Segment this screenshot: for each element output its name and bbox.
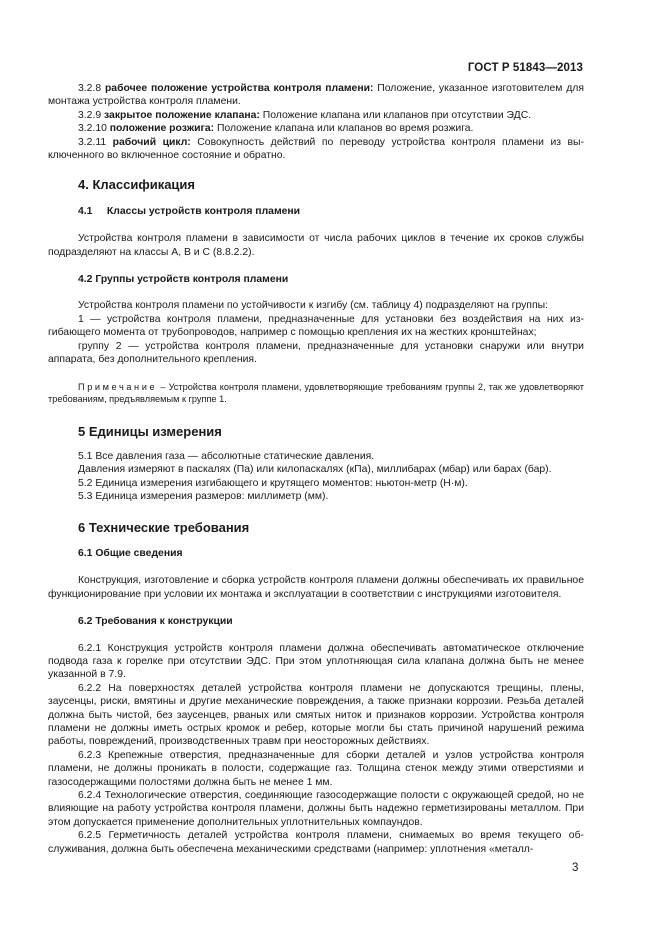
section-4-heading: 4. Классификация: [78, 177, 195, 193]
section-4-1-text: Устройства контроля пламени в зависимости от числа рабочих циклов в течение их сроков службы подразделяют на классы А, В и С (8.8.2.2).: [48, 233, 584, 258]
def-text: Совокупность действий по переводу устройства контроля пламени из выключенного во включенное состояние и обратно.: [48, 136, 584, 162]
document-body: [48, 82, 584, 856]
section-4-2-heading: 4.2 Группы устройств контроля пламени: [78, 274, 289, 286]
definition-3-2-9: [48, 109, 584, 122]
section-4-1-heading: 4.1 Классы устройств контроля пламени: [78, 205, 301, 217]
section-6-1-text: Конструкция, изготовление и сборка устройств контроля пламени должны обеспечивать их правильное функционирование при условии их монтажа и эксплуатации в соответствии с инструкциями изготовителя.: [48, 575, 584, 600]
definition-3-2-10: [48, 122, 584, 135]
section-6-2-heading: 6.2 Требования к конструкции: [78, 616, 233, 628]
section-4-2-paragraph: Устройства контроля пламени по устойчивости к изгибу (см. таблицу 4) подразделяют на группы:: [78, 300, 548, 312]
document-header: ГОСТ Р 51843—2013: [467, 62, 583, 74]
section-4-2-group-1: 1 — устройства контроля пламени, предназначенные для установки без воздействия на них изгибающего момента от трубопроводов, например с помощью крепления их на жестких кронштейнах;: [48, 313, 584, 339]
def-text: Положение, указанное изготовителем для монтажа устройства контроля пламени.: [48, 83, 584, 108]
section-5-1-pressure: Давления измеряют в паскалях (Па) или килопаскалях (кПа), миллибарах (мбар) или барах (бар).: [78, 464, 552, 476]
def-term: положение розжига:: [109, 123, 215, 135]
section-6-1-heading: 6.1 Общие сведения: [78, 547, 183, 559]
section-5-heading: 5 Единицы измерения: [78, 423, 222, 439]
def-number: 3.2.8: [78, 83, 102, 94]
def-text: Положение клапана или клапанов при отсутствии ЭДС.: [259, 109, 532, 121]
def-term: закрытое положение клапана:: [104, 109, 260, 121]
section-5-1: 5.1 Все давления газа — абсолютные статические давления.: [78, 450, 375, 462]
note-text: – Устройства контроля пламени, удовлетворяющие требованиям группы 2, так же удовлетворяют требованиям, предъявляемым к группе 1.: [48, 381, 584, 404]
section-5-3: 5.3 Единица измерения размеров: миллиметр (мм).: [78, 491, 329, 503]
note-label: Примечание: [78, 381, 158, 392]
clause-6-2-3: 6.2.3 Крепежные отверстия, предназначенные для сборки деталей и узлов устройства контроля пламени, не должны проникать в полости, содержащие газ. Толщина стенок между этими отверстиями и газосодержащими полостями должна быть не менее 1 мм.: [48, 749, 584, 788]
definition-3-2-11: [48, 136, 584, 163]
clause-6-2-4: 6.2.4 Технологические отверстия, соединяющие газосодержащие полости с окружающей средой, но не влияющие на работу устройства контроля пламени, должны быть надежно герметизированы металлом. При этом допускается применение дополнительных уплотнительных компаундов.: [48, 790, 584, 828]
def-text: Положение клапана или клапанов во время розжига.: [214, 123, 474, 135]
def-number: 3.2.9: [78, 109, 102, 121]
clause-6-2-2: 6.2.2 На поверхностях деталей устройства контроля пламени не допускаются трещины, плены, заусенцы, риски, вмятины и другие механические повреждения, а также признаки коррозии. Резьба деталей должна быть чистой, без заусенцев, рваных или смятых ниток и признаков коррозии. Устройства контроля пламени не должны иметь острых кромок и ребер, которые могли бы стать причиной нарушений режима работы, повреждений, производственных травм при неосторожных действиях.: [48, 682, 584, 748]
section-6-heading: 6 Технические требования: [78, 519, 250, 535]
def-term: рабочий цикл:: [112, 136, 191, 148]
def-term: рабочее положение устройства контроля пламени:: [104, 83, 374, 94]
def-number: 3.2.10: [78, 123, 107, 135]
definition-3-2-8: [48, 82, 584, 109]
note: [48, 381, 584, 405]
def-number: 3.2.11: [78, 136, 107, 148]
clause-6-2-1: 6.2.1 Конструкция устройств контроля пламени должна обеспечивать автоматическое отключение подвода газа к горелке при отсутствии ЭДС. При этом уплотняющая сила клапана должна быть не менее указанной в 7.9.: [48, 642, 584, 681]
clause-6-2-5: 6.2.5 Герметичность деталей устройства контроля пламени, снимаемых во время текущего обслуживания, должна быть обеспечена механическими средствами (например: уплотнения «металл-: [48, 830, 584, 855]
section-4-2-group-2: группу 2 — устройства контроля пламени, предназначенные для установки снаружи или внутри аппарата, без дополнительного крепления.: [48, 340, 584, 366]
page-number: 3: [572, 862, 579, 874]
section-5-2: 5.2 Единица измерения изгибающего и крутящего моментов: ньютон-метр (Н·м).: [78, 477, 468, 489]
